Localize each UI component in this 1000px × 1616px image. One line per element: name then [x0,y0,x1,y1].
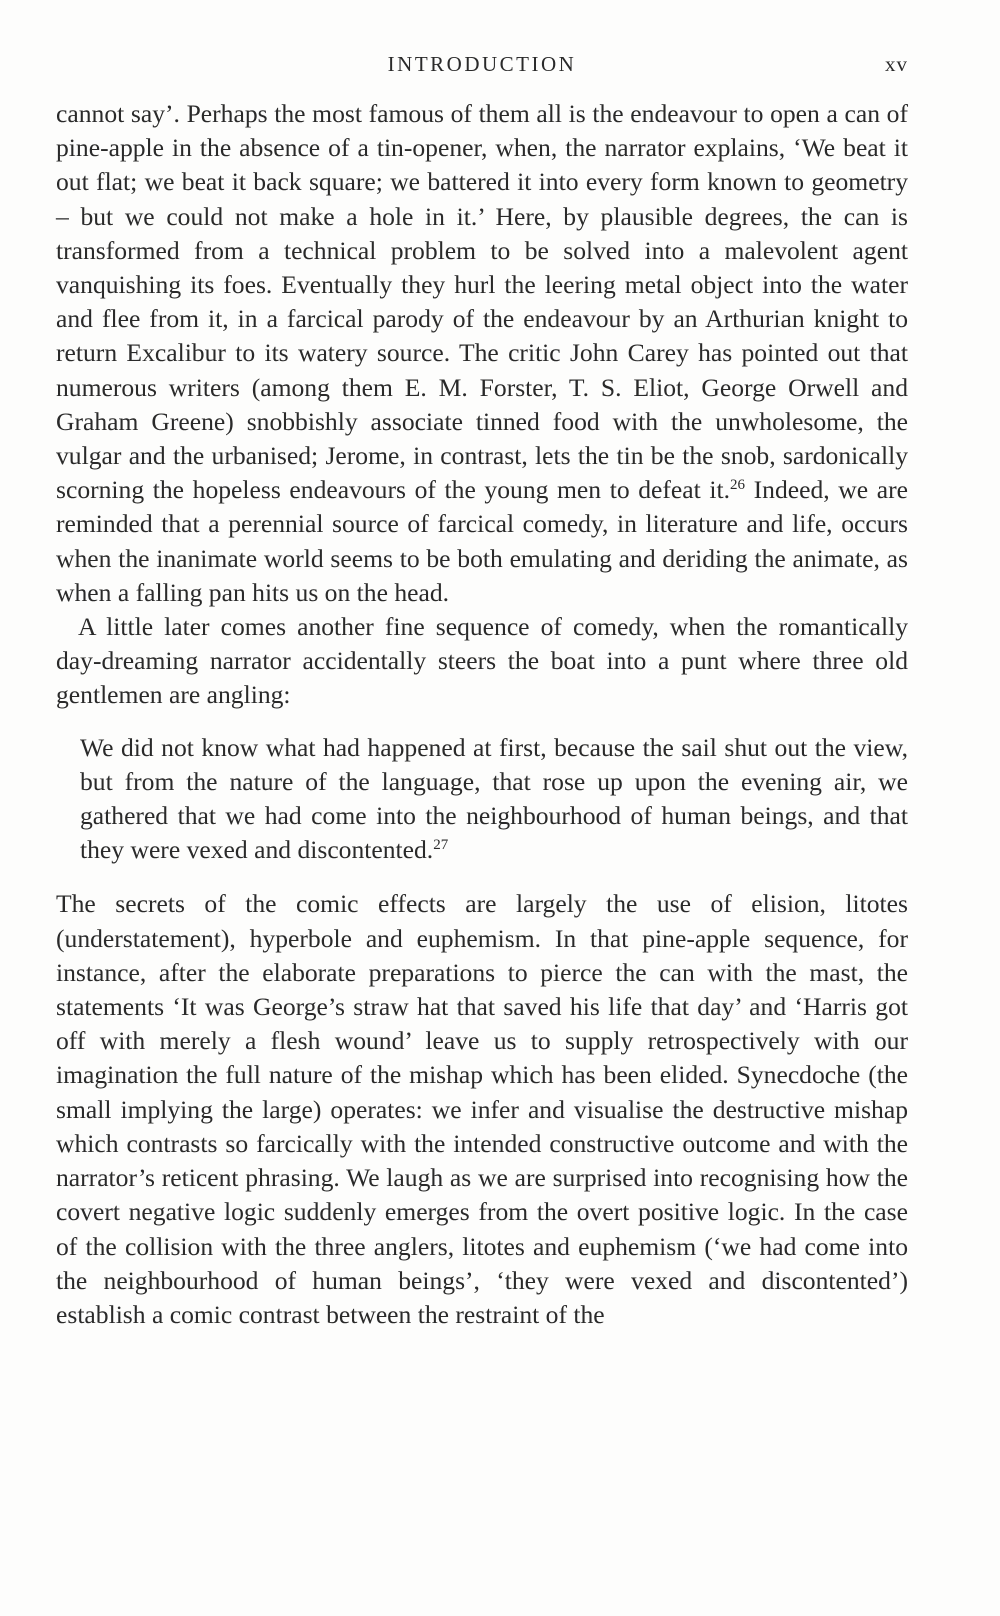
page-number: xv [885,52,908,76]
paragraph-text: cannot say’. Perhaps the most famous of them all is the endeavour to open a can of pine-apple in the absence of a tin-opener, when, the narrator explains, ‘We beat it out flat; we beat it back square; we battered it into every form known to geometry – but we could not make a hole in it.’ Here, by plausible degrees, the can is transformed from a technical problem to be solved into a malevolent agent vanquishing its foes. Eventually they hurl the leering metal object into the water and flee from it, in a farcical parody of the endeavour by an Arthurian knight to return Excalibur to its watery source. The critic John Carey has pointed out that numerous writers (among them E. M. Forster, T. S. Eliot, George Orwell and Graham Greene) snobbishly associate tinned food with the unwholesome, the vulgar and the urbanised; Jerome, in contrast, lets the tin be the snob, sardonically scorning the hopeless endeavours of the young men to defeat it. [56,99,908,505]
body-text [56,97,908,1332]
running-head: INTRODUCTION [387,52,577,76]
block-quote [80,731,908,868]
paragraph: A little later comes another fine sequence of comedy, when the romantically day-dreaming narrator accidentally steers the boat into a punt where three old gentlemen are angling: [56,612,908,710]
quote-body: We did not know what had happened at first, because the sail shut out the view, but from the nature of the language, that rose up upon the evening air, we gathered that we had come into the neighbourhood of human beings, and that they were vexed and discontented. [80,732,908,865]
paragraph-text-continued: Indeed, we are reminded that a perennial source of farcical comedy, in literature and life, occurs when the inanimate world seems to be both emulating and deriding the animate, as when a falling pan hits us on the head. [56,475,909,607]
footnote-ref-27[interactable]: 27 [433,837,449,854]
paragraph-continued [56,97,908,610]
page-header [56,50,908,82]
footnote-ref-26[interactable]: 26 [730,477,746,494]
paragraph: The secrets of the comic effects are largely the use of elision, litotes (understatement), hyperbole and euphemism. In that pine-apple sequence, for instance, after the elaborate preparations to pierce the can with the mast, the statements ‘It was George’s straw hat that saved his life that day’ and ‘Harris got off with merely a flesh wound’ leave us to supply retrospectively with our imagination the full nature of the mishap which has been elided. Synecdoche (the small implying the large) operates: we infer and visualise the destructive mishap which contrasts so farcically with the intended constructive outcome and with the narrator’s reticent phrasing. We laugh as we are surprised into recognising how the covert negative logic suddenly emerges from the overt positive logic. In the case of the collision with the three anglers, litotes and euphemism (‘we had come into the neighbourhood of human beings’, ‘they were vexed and discontented’) establish a comic contrast between the restraint of the [56,889,908,1329]
quote-text [80,731,908,868]
